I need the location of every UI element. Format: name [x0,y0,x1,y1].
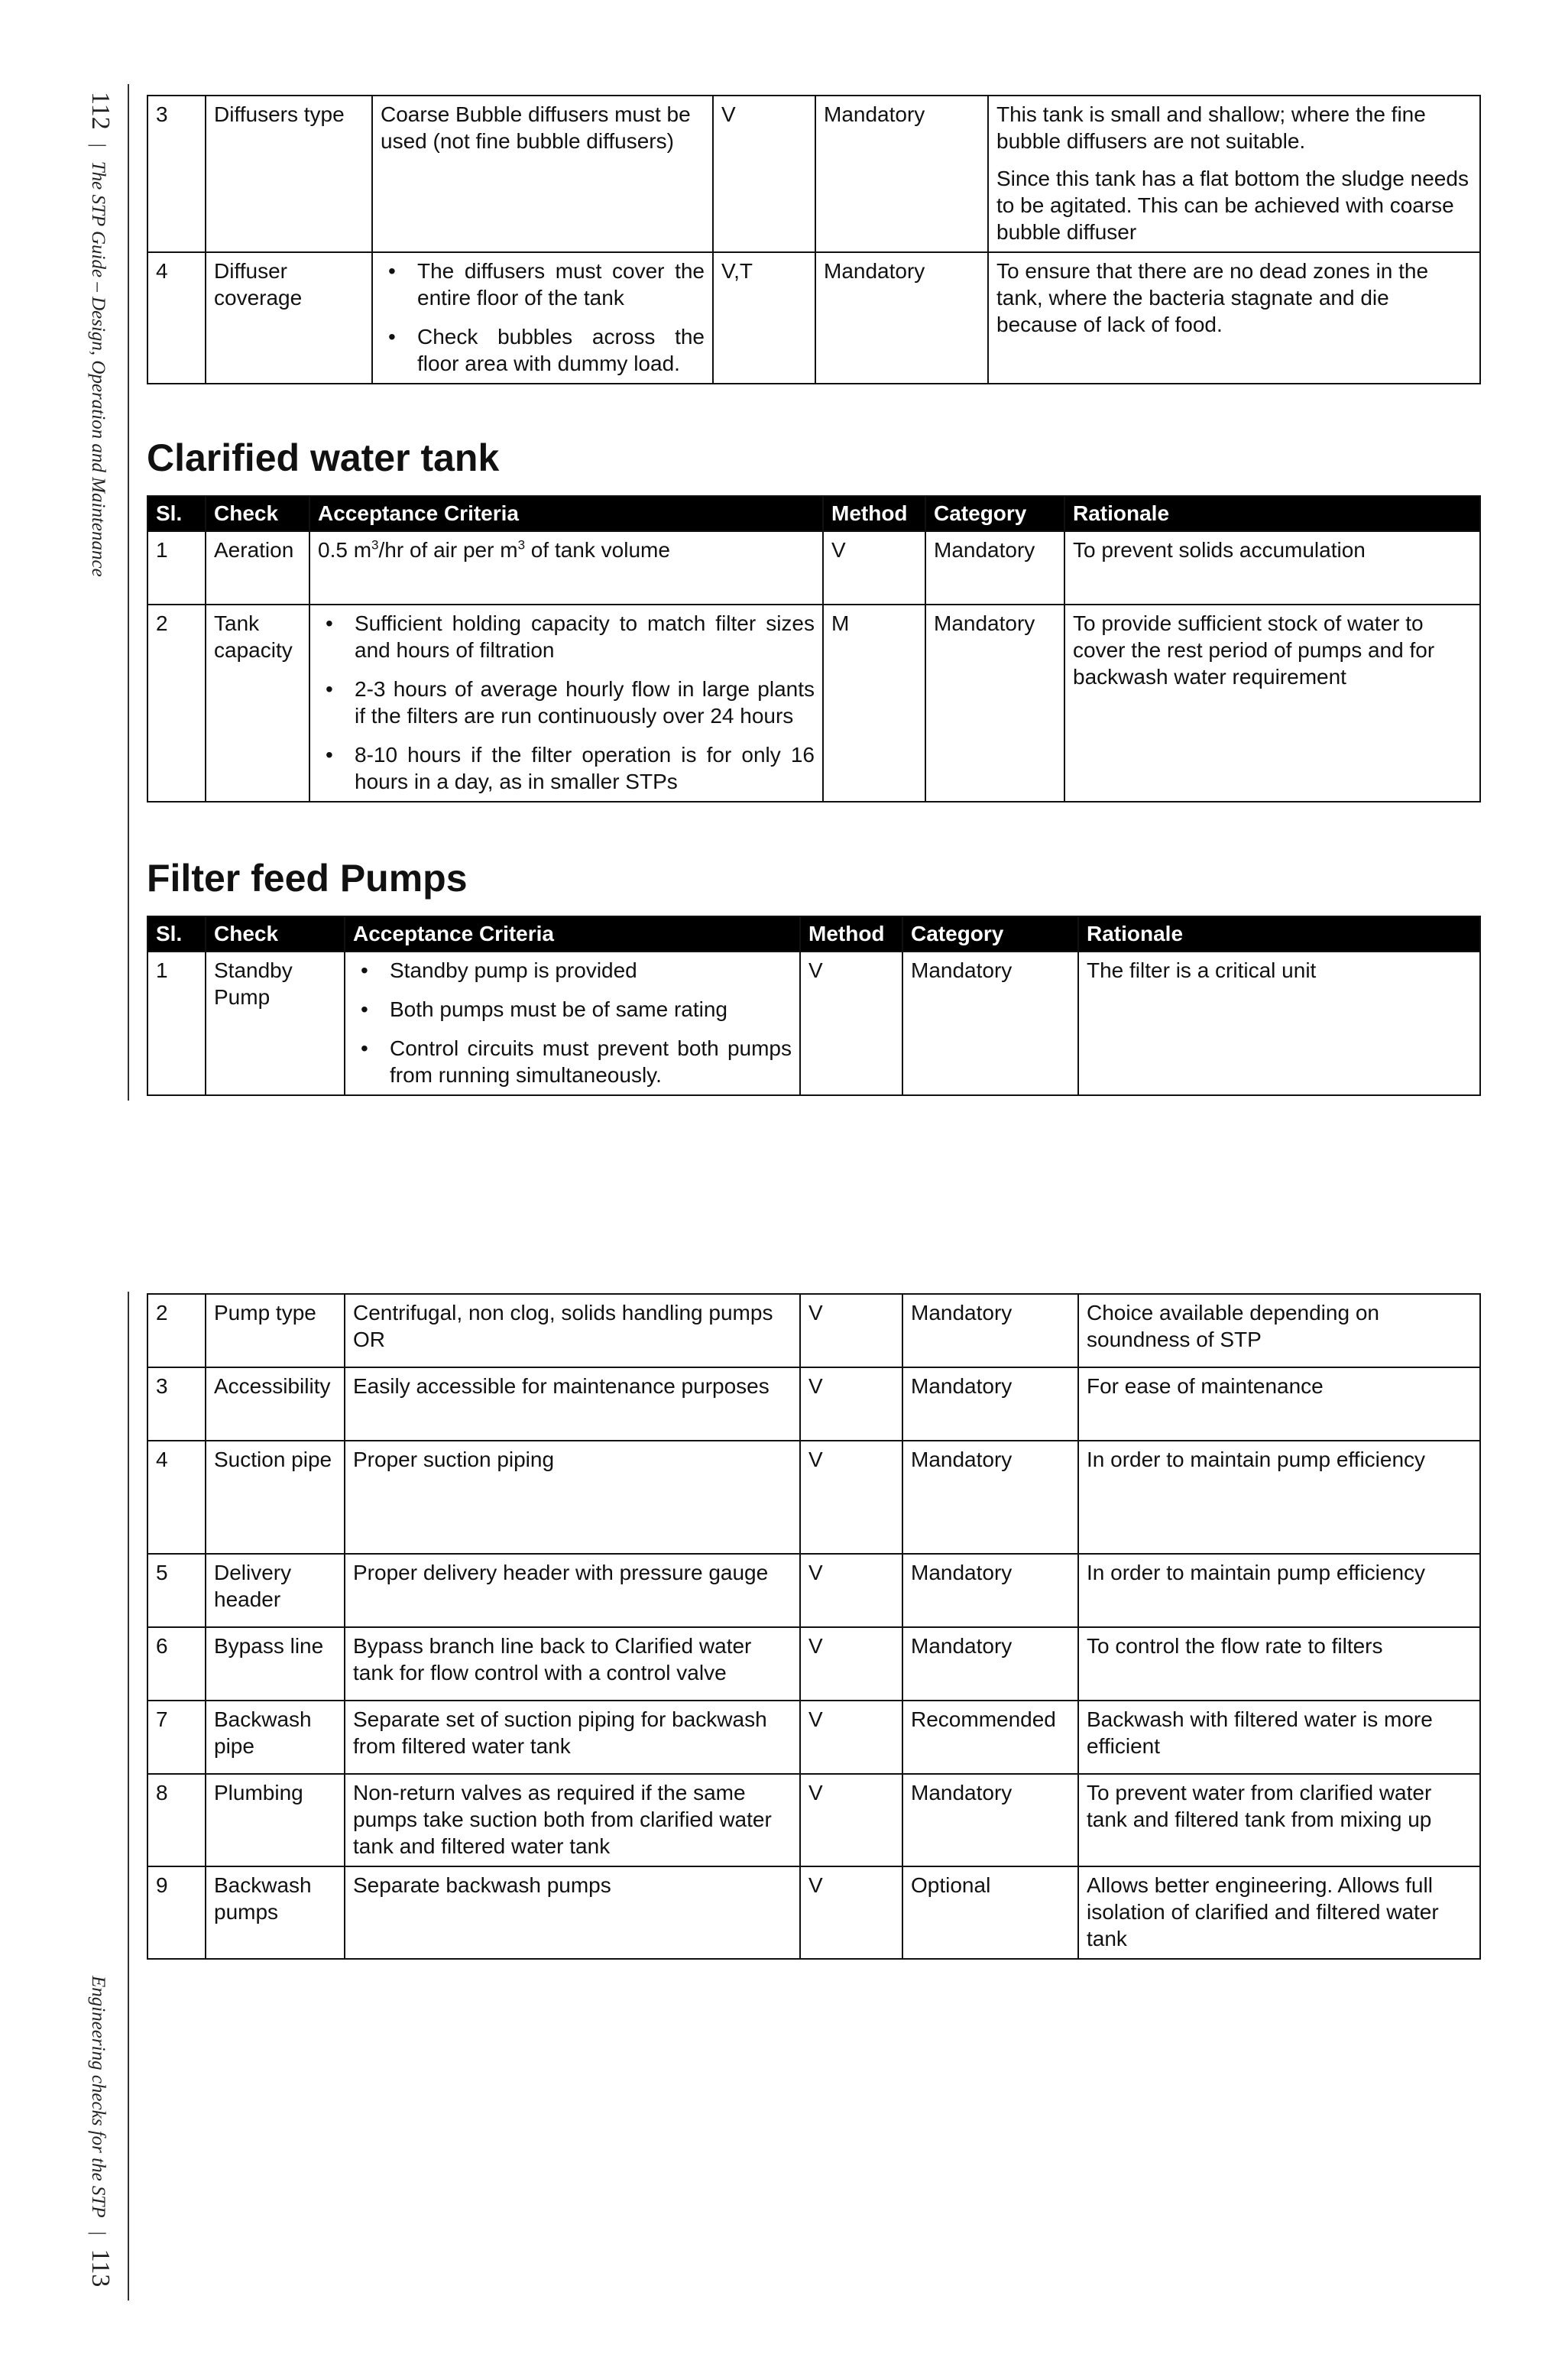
table-row [147,1701,1480,1774]
row-sl: 1 [147,952,206,1095]
header-check: Check [206,916,345,952]
table-row [147,605,1480,802]
row-check: Diffuser coverage [206,252,372,384]
row-method: V [800,1441,902,1554]
row-method: V [800,1367,902,1441]
row-check: Diffusers type [206,96,372,252]
row-category: Mandatory [902,1367,1078,1441]
header-sl: Sl. [147,496,206,531]
row-sl: 4 [147,252,206,384]
criteria-text: 0.5 m [318,538,372,562]
row-method: V [800,1774,902,1866]
header-category: Category [902,916,1078,952]
superscript: 3 [371,537,379,553]
row-criteria [309,531,823,605]
row-check: Standby Pump [206,952,345,1095]
row-sl: 5 [147,1554,206,1627]
row-rationale: To prevent solids accumulation [1064,531,1480,605]
row-check: Plumbing [206,1774,345,1866]
row-check: Pump type [206,1294,345,1367]
row-criteria: Coarse Bubble diffusers must be used (not fine bubble diffusers) [372,96,713,252]
row-criteria [345,952,800,1095]
table-row [147,1554,1480,1627]
header-criteria: Acceptance Criteria [309,496,823,531]
table-row [147,1774,1480,1866]
row-category: Mandatory [815,96,988,252]
row-sl: 4 [147,1441,206,1554]
row-rationale: In order to maintain pump efficiency [1078,1441,1480,1554]
row-category: Optional [902,1866,1078,1959]
row-check: Suction pipe [206,1441,345,1554]
row-method: V [800,1554,902,1627]
section-title-clarified-water-tank: Clarified water tank [147,436,500,479]
bullet-item: • 2-3 hours of average hourly flow in large plants if the filters are run continuously over 24 hours [318,676,815,729]
row-sl: 2 [147,605,206,802]
header-criteria: Acceptance Criteria [345,916,800,952]
bullet-item: • Both pumps must be of same rating [353,996,792,1023]
table-row [147,1441,1480,1554]
row-category: Recommended [902,1701,1078,1774]
clarified-water-tank-table [147,495,1481,803]
rationale-paragraph: Since this tank has a flat bottom the sludge needs to be agitated. This can be achieved with coarse bubble diffuser [996,167,1469,244]
criteria-bullets [381,258,705,377]
left-running-head [86,92,115,577]
right-margin-rule [128,1292,129,2301]
header-check: Check [206,496,309,531]
row-method: V [800,1294,902,1367]
bullet-item: • Check bubbles across the floor area with dummy load. [381,323,705,377]
bullet-item: • Sufficient holding capacity to match filter sizes and hours of filtration [318,610,815,663]
row-rationale: For ease of maintenance [1078,1367,1480,1441]
row-check: Delivery header [206,1554,345,1627]
row-criteria [309,605,823,802]
right-running-head [86,1976,115,2287]
left-running-title: The STP Guide – Design, Operation and Maintenance [88,161,109,577]
row-check: Bypass line [206,1627,345,1701]
row-category: Mandatory [902,1441,1078,1554]
row-category: Mandatory [815,252,988,384]
row-check: Accessibility [206,1367,345,1441]
header-sl: Sl. [147,916,206,952]
table-row [147,1294,1480,1367]
bullet-item: • Control circuits must prevent both pumps from running simultaneously. [353,1035,792,1088]
table-row [147,1866,1480,1959]
header-rationale: Rationale [1064,496,1480,531]
table-row [147,1627,1480,1701]
rationale-paragraph: This tank is small and shallow; where the fine bubble diffusers are not suitable. [996,102,1426,153]
row-method: V [800,952,902,1095]
row-category: Mandatory [925,605,1064,802]
row-method: V [800,1866,902,1959]
row-method: V,T [713,252,815,384]
right-page-number: 113 [86,2249,115,2288]
superscript: 3 [517,537,526,553]
row-method: V [823,531,925,605]
row-sl: 2 [147,1294,206,1367]
criteria-text: /hr of air per m [378,538,518,562]
aeration-tank-table-continued [147,95,1481,384]
row-criteria: Proper delivery header with pressure gauge [345,1554,800,1627]
bullet-item: • 8-10 hours if the filter operation is for only 16 hours in a day, as in smaller STPs [318,741,815,795]
header-method: Method [823,496,925,531]
criteria-bullets [353,957,792,1088]
row-sl: 9 [147,1866,206,1959]
row-criteria: Centrifugal, non clog, solids handling pumps OR [345,1294,800,1367]
row-category: Mandatory [902,1627,1078,1701]
row-check: Backwash pumps [206,1866,345,1959]
row-criteria: Separate backwash pumps [345,1866,800,1959]
row-criteria: Proper suction piping [345,1441,800,1554]
row-criteria [372,252,713,384]
row-rationale: Choice available depending on soundness of STP [1078,1294,1480,1367]
left-page-number: 112 [86,92,115,130]
row-method: V [800,1627,902,1701]
row-rationale: To provide sufficient stock of water to cover the rest period of pumps and for backwash water requirement [1064,605,1480,802]
row-category: Mandatory [902,1294,1078,1367]
row-method: V [800,1701,902,1774]
row-sl: 3 [147,1367,206,1441]
row-check: Backwash pipe [206,1701,345,1774]
row-criteria: Easily accessible for maintenance purposes [345,1367,800,1441]
bullet-item: • Standby pump is provided [353,957,792,984]
row-sl: 1 [147,531,206,605]
row-rationale [988,96,1480,252]
row-category: Mandatory [902,1554,1078,1627]
table-header-row [147,496,1480,531]
table-row [147,252,1480,384]
header-rationale: Rationale [1078,916,1480,952]
row-criteria: Non-return valves as required if the same pumps take suction both from clarified water tank and filtered water tank [345,1774,800,1866]
row-category: Mandatory [902,1774,1078,1866]
right-running-title: Engineering checks for the STP [88,1976,109,2218]
row-check: Tank capacity [206,605,309,802]
table-header-row [147,916,1480,952]
table-row [147,96,1480,252]
row-method: V [713,96,815,252]
row-rationale: Allows better engineering. Allows full isolation of clarified and filtered water tank [1078,1866,1480,1959]
row-check: Aeration [206,531,309,605]
filter-feed-pumps-table [147,916,1481,1096]
row-sl: 6 [147,1627,206,1701]
row-sl: 7 [147,1701,206,1774]
filter-feed-pumps-table-continued [147,1293,1481,1960]
row-criteria: Separate set of suction piping for backwash from filtered water tank [345,1701,800,1774]
row-rationale: To ensure that there are no dead zones in the tank, where the bacteria stagnate and die because of lack of food. [988,252,1480,384]
bullet-item: • The diffusers must cover the entire floor of the tank [381,258,705,311]
table-row [147,952,1480,1095]
row-sl: 8 [147,1774,206,1866]
row-rationale: In order to maintain pump efficiency [1078,1554,1480,1627]
row-rationale: To prevent water from clarified water tank and filtered tank from mixing up [1078,1774,1480,1866]
row-category: Mandatory [902,952,1078,1095]
row-rationale: The filter is a critical unit [1078,952,1480,1095]
section-title-filter-feed-pumps: Filter feed Pumps [147,857,468,900]
row-sl: 3 [147,96,206,252]
table-row [147,1367,1480,1441]
header-method: Method [800,916,902,952]
row-criteria: Bypass branch line back to Clarified water tank for flow control with a control valve [345,1627,800,1701]
row-rationale: To control the flow rate to filters [1078,1627,1480,1701]
row-category: Mandatory [925,531,1064,605]
right-head-separator: | [88,2231,109,2236]
table-row [147,531,1480,605]
criteria-text: of tank volume [525,538,670,562]
row-rationale: Backwash with filtered water is more efficient [1078,1701,1480,1774]
left-margin-rule [128,84,129,1101]
row-method: M [823,605,925,802]
header-category: Category [925,496,1064,531]
criteria-bullets [318,610,815,795]
left-head-separator: | [88,143,109,148]
